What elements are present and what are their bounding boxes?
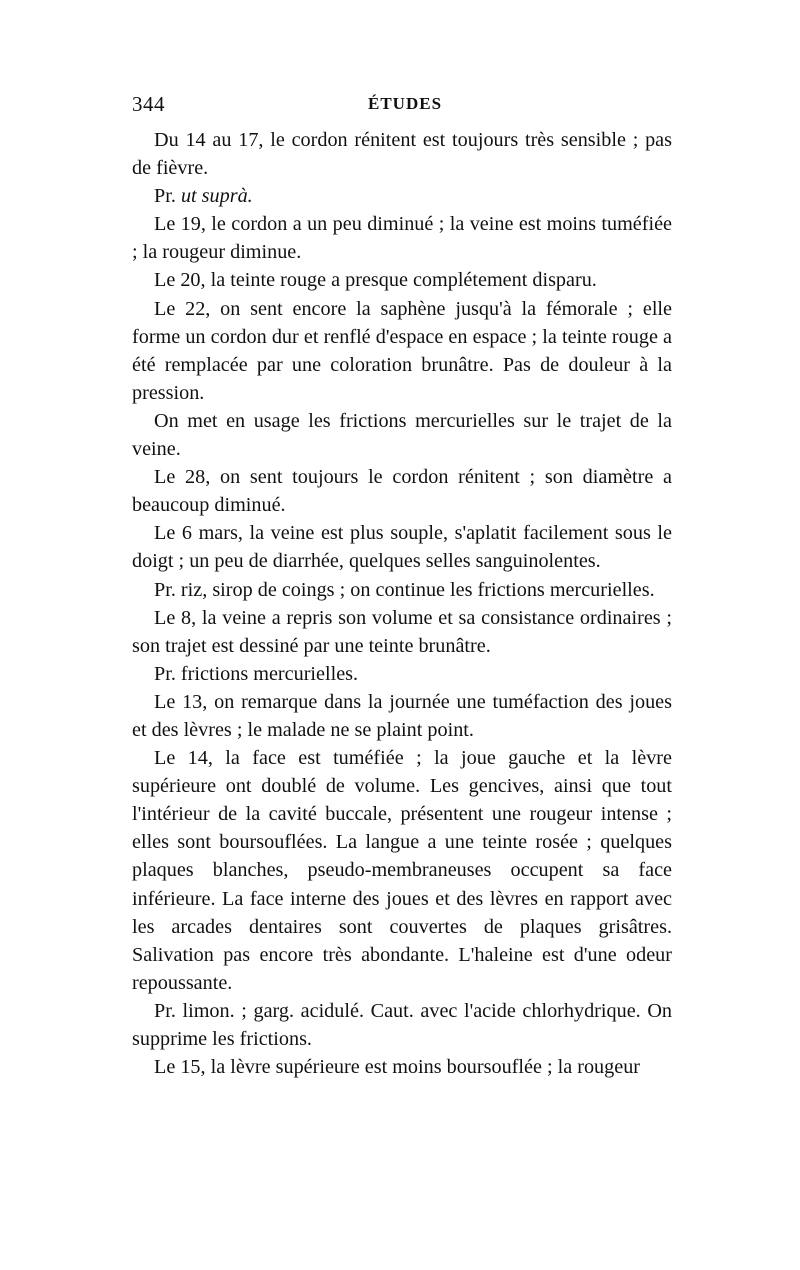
prescription-prefix: Pr. <box>154 185 181 208</box>
paragraph: Le 13, on remarque dans la journée une tuméfaction des joues et des lèvres ; le malade ne se plaint point. <box>132 690 672 741</box>
paragraph: Le 19, le cordon a un peu diminué ; la veine est moins tuméfiée ; la rougeur diminue. <box>132 213 672 264</box>
paragraph: Le 6 mars, la veine est plus souple, s'aplatit facilement sous le doigt ; un peu de diarrhée, quelques selles sanguinolentes. <box>132 522 672 573</box>
prescription-italic: ut suprà. <box>180 185 253 208</box>
page-number: 344 <box>132 92 165 116</box>
paragraph: Le 28, on sent toujours le cordon rénitent ; son diamètre a beaucoup diminué. <box>132 466 672 517</box>
paragraph: Pr. limon. ; garg. acidulé. Caut. avec l'acide chlorhydrique. On supprime les frictions. <box>132 999 672 1050</box>
paragraph: Le 8, la veine a repris son volume et sa consistance ordinaires ; son trajet est dessiné par une teinte brunâtre. <box>132 606 672 657</box>
body-text <box>132 126 672 1081</box>
paragraph: Pr. frictions mercurielles. <box>154 662 359 685</box>
paragraph: Le 22, on sent encore la saphène jusqu'à la fémorale ; elle forme un cordon dur et renflé d'espace en espace ; la teinte rouge a été remplacée par une coloration brunâtre. Pas de douleur à la pression. <box>132 297 672 404</box>
running-title: ÉTUDES <box>368 94 443 113</box>
paragraph: Le 15, la lèvre supérieure est moins boursouflée ; la rougeur <box>154 1056 641 1079</box>
paragraph: On met en usage les frictions mercurielles sur le trajet de la veine. <box>132 409 672 461</box>
paragraph: Le 20, la teinte rouge a presque complétement disparu. <box>154 269 597 292</box>
paragraph: Du 14 au 17, le cordon rénitent est toujours très sensible ; pas de fièvre. <box>132 129 672 180</box>
paragraph: Le 14, la face est tuméfiée ; la joue gauche et la lèvre supérieure ont doublé de volume. Les gencives, ainsi que tout l'intérieur de la cavité buccale, présentent une rougeur intense ; elles sont boursouflées. La langue a une teinte rosée ; quelques plaques blanches, pseudo-membraneuses occupent sa face inférieure. La face interne des joues et des lèvres en rapport avec les arcades dentaires sont couvertes de plaques grisâtres. Salivation pas encore très abondante. L'haleine est d'une odeur repoussante. <box>132 747 672 994</box>
paragraph: Pr. riz, sirop de coings ; on continue les frictions mercurielles. <box>154 578 655 601</box>
running-head <box>132 92 672 116</box>
prescription-paragraph <box>132 182 672 210</box>
